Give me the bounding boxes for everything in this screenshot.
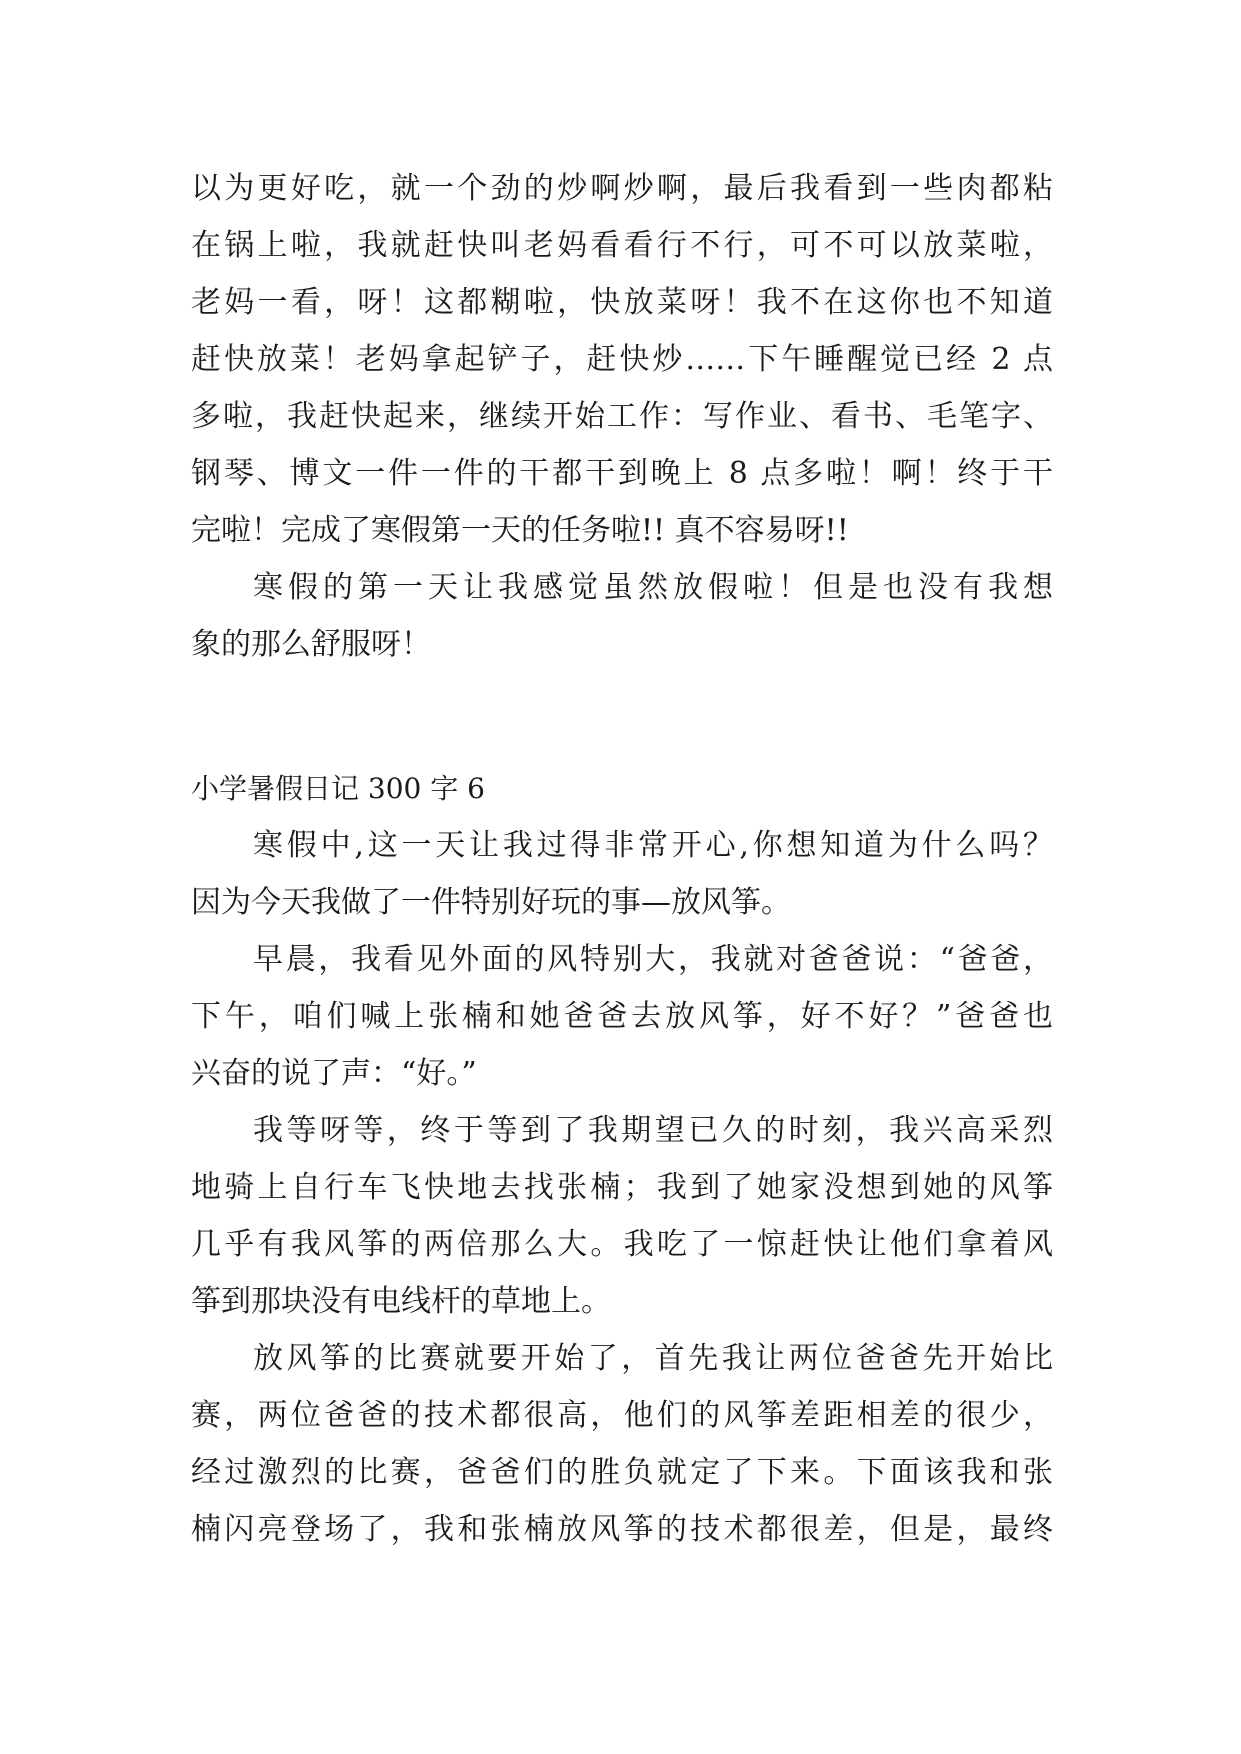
text-line: 多啦，我赶快起来，继续开始工作：写作业、看书、毛笔字、: [191, 399, 1053, 434]
paragraph-morning: [191, 931, 1053, 1102]
section-heading: 小学暑假日记 300 字 6: [191, 772, 485, 805]
paragraph-competition: [191, 1330, 1053, 1558]
paragraph-intro: [191, 817, 1053, 931]
text-line: 下午，咱们喊上张楠和她爸爸去放风筝，好不好？”爸爸也: [191, 999, 1053, 1034]
text-line: 在锅上啦，我就赶快叫老妈看看行不行，可不可以放菜啦，: [191, 228, 1053, 263]
paragraph-waiting: [191, 1102, 1053, 1330]
text-line: 早晨，我看见外面的风特别大，我就对爸爸说：“爸爸，: [253, 942, 1053, 977]
paragraph-continuation: [191, 160, 1053, 559]
text-line: 赶快放菜！老妈拿起铲子，赶快炒……下午睡醒觉已经 2 点: [191, 342, 1053, 377]
document-page: [191, 160, 1053, 1558]
text-line: 楠闪亮登场了，我和张楠放风筝的技术都很差，但是，最终: [191, 1512, 1053, 1547]
text-line: 因为今天我做了一件特别好玩的事—放风筝。: [191, 885, 791, 920]
text-line: 以为更好吃，就一个劲的炒啊炒啊，最后我看到一些肉都粘: [191, 171, 1053, 206]
text-line: 几乎有我风筝的两倍那么大。我吃了一惊赶快让他们拿着风: [191, 1227, 1053, 1262]
text-line: 筝到那块没有电线杆的草地上。: [191, 1284, 611, 1319]
section-gap: [191, 673, 1053, 760]
text-line: 兴奋的说了声：“好。”: [191, 1056, 477, 1091]
paragraph-conclusion: [191, 559, 1053, 673]
text-line: 赛，两位爸爸的技术都很高，他们的风筝差距相差的很少，: [191, 1398, 1053, 1433]
text-line: 寒假的第一天让我感觉虽然放假啦！但是也没有我想: [253, 570, 1053, 605]
text-line: 寒假中,这一天让我过得非常开心,你想知道为什么吗？: [253, 828, 1053, 863]
text-line: 象的那么舒服呀！: [191, 627, 431, 662]
text-line: 钢琴、博文一件一件的干都干到晚上 8 点多啦！啊！终于干: [191, 456, 1053, 491]
text-line: 老妈一看，呀！这都糊啦，快放菜呀！我不在这你也不知道: [191, 285, 1053, 320]
text-line: 地骑上自行车飞快地去找张楠；我到了她家没想到她的风筝: [191, 1170, 1053, 1205]
text-line: 放风筝的比赛就要开始了，首先我让两位爸爸先开始比: [253, 1341, 1053, 1376]
text-line: 我等呀等，终于等到了我期望已久的时刻，我兴高采烈: [253, 1113, 1053, 1148]
text-line: 经过激烈的比赛，爸爸们的胜负就定了下来。下面该我和张: [191, 1455, 1053, 1490]
text-line: 完啦！完成了寒假第一天的任务啦!! 真不容易呀!!: [191, 513, 849, 548]
